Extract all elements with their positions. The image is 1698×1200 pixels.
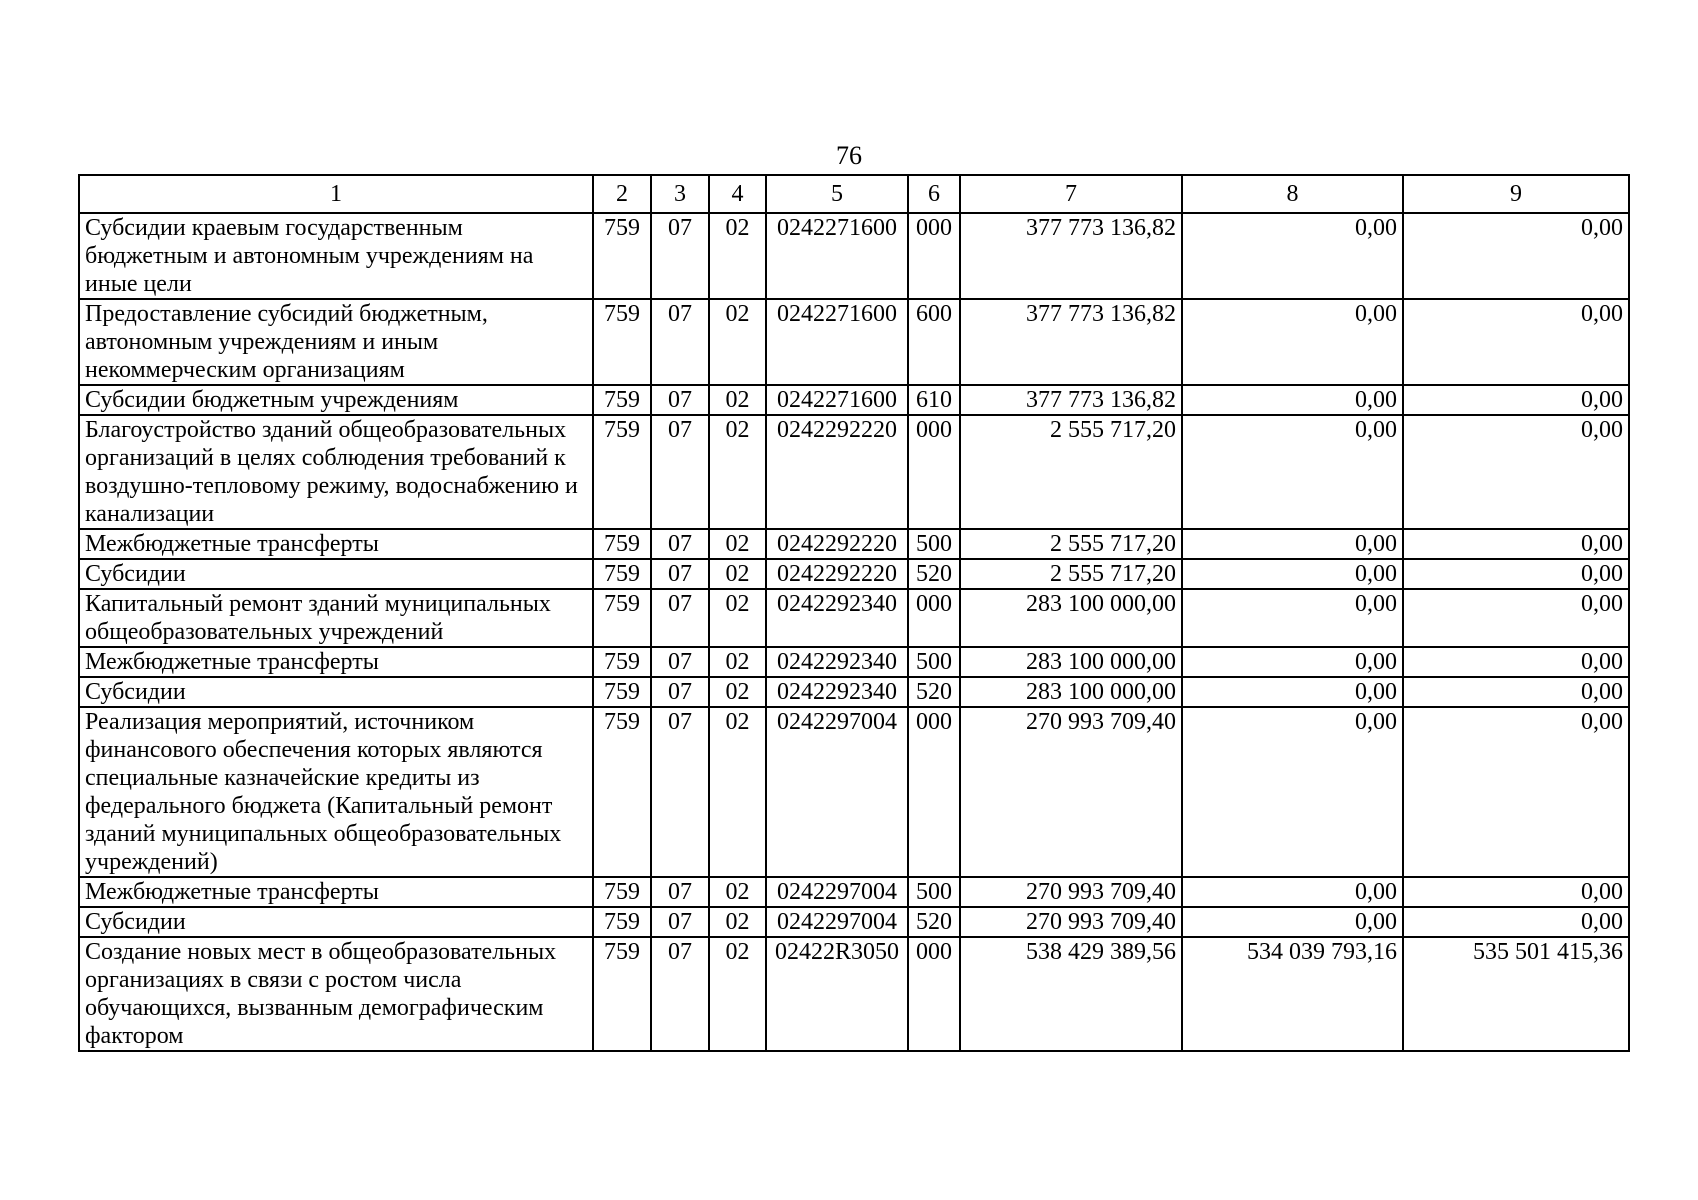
code-cell: 02 (709, 647, 766, 677)
code-cell: 500 (908, 877, 960, 907)
code-cell: 0242297004 (766, 707, 908, 877)
code-cell: 759 (593, 559, 651, 589)
amount-cell: 0,00 (1182, 707, 1403, 877)
code-cell: 07 (651, 299, 709, 385)
code-cell: 07 (651, 385, 709, 415)
code-cell: 02 (709, 415, 766, 529)
code-cell: 759 (593, 677, 651, 707)
code-cell: 07 (651, 907, 709, 937)
table-row (79, 385, 1629, 415)
item-name: Субсидии (79, 907, 593, 937)
code-cell: 02 (709, 937, 766, 1051)
amount-cell: 283 100 000,00 (960, 647, 1182, 677)
code-cell: 07 (651, 937, 709, 1051)
code-cell: 000 (908, 707, 960, 877)
code-cell: 02422R3050 (766, 937, 908, 1051)
amount-cell: 377 773 136,82 (960, 299, 1182, 385)
budget-table (78, 174, 1630, 1052)
column-header: 2 (593, 175, 651, 213)
code-cell: 07 (651, 559, 709, 589)
amount-cell: 0,00 (1403, 677, 1629, 707)
amount-cell: 0,00 (1182, 529, 1403, 559)
amount-cell: 0,00 (1403, 877, 1629, 907)
amount-cell: 0,00 (1403, 907, 1629, 937)
code-cell: 759 (593, 213, 651, 299)
code-cell: 759 (593, 299, 651, 385)
table-row (79, 877, 1629, 907)
code-cell: 520 (908, 677, 960, 707)
code-cell: 0242297004 (766, 907, 908, 937)
code-cell: 000 (908, 415, 960, 529)
amount-cell: 0,00 (1182, 559, 1403, 589)
code-cell: 07 (651, 529, 709, 559)
amount-cell: 2 555 717,20 (960, 415, 1182, 529)
item-name: Реализация мероприятий, источником финансового обеспечения которых являются специальные казначейские кредиты из федерального бюджета (Капитальный ремонт зданий муниципальных общеобразовательных учреждений) (79, 707, 593, 877)
code-cell: 000 (908, 937, 960, 1051)
column-header: 8 (1182, 175, 1403, 213)
code-cell: 0242292340 (766, 677, 908, 707)
column-header: 7 (960, 175, 1182, 213)
code-cell: 759 (593, 707, 651, 877)
code-cell: 520 (908, 907, 960, 937)
code-cell: 0242292220 (766, 415, 908, 529)
table-row (79, 529, 1629, 559)
code-cell: 0242271600 (766, 299, 908, 385)
amount-cell: 283 100 000,00 (960, 677, 1182, 707)
amount-cell: 0,00 (1403, 213, 1629, 299)
item-name: Субсидии бюджетным учреждениям (79, 385, 593, 415)
code-cell: 0242292220 (766, 559, 908, 589)
table-row (79, 299, 1629, 385)
code-cell: 02 (709, 707, 766, 877)
item-name: Благоустройство зданий общеобразовательных организаций в целях соблюдения требований к воздушно-тепловому режиму, водоснабжению и канализации (79, 415, 593, 529)
code-cell: 759 (593, 907, 651, 937)
table-row (79, 677, 1629, 707)
code-cell: 02 (709, 877, 766, 907)
code-cell: 759 (593, 529, 651, 559)
code-cell: 500 (908, 529, 960, 559)
column-header: 9 (1403, 175, 1629, 213)
amount-cell: 2 555 717,20 (960, 559, 1182, 589)
code-cell: 02 (709, 589, 766, 647)
item-name: Капитальный ремонт зданий муниципальных общеобразовательных учреждений (79, 589, 593, 647)
amount-cell: 0,00 (1182, 589, 1403, 647)
item-name: Субсидии краевым государственным бюджетным и автономным учреждениям на иные цели (79, 213, 593, 299)
column-header: 5 (766, 175, 908, 213)
code-cell: 02 (709, 529, 766, 559)
amount-cell: 0,00 (1403, 559, 1629, 589)
column-header: 6 (908, 175, 960, 213)
amount-cell: 270 993 709,40 (960, 877, 1182, 907)
table-row (79, 559, 1629, 589)
table-row (79, 707, 1629, 877)
code-cell: 759 (593, 647, 651, 677)
amount-cell: 283 100 000,00 (960, 589, 1182, 647)
code-cell: 500 (908, 647, 960, 677)
code-cell: 07 (651, 589, 709, 647)
header-row (79, 175, 1629, 213)
code-cell: 02 (709, 559, 766, 589)
code-cell: 759 (593, 385, 651, 415)
amount-cell: 270 993 709,40 (960, 707, 1182, 877)
code-cell: 02 (709, 213, 766, 299)
amount-cell: 0,00 (1182, 647, 1403, 677)
code-cell: 0242292340 (766, 647, 908, 677)
amount-cell: 0,00 (1403, 589, 1629, 647)
amount-cell: 0,00 (1182, 877, 1403, 907)
code-cell: 07 (651, 213, 709, 299)
code-cell: 610 (908, 385, 960, 415)
code-cell: 759 (593, 589, 651, 647)
code-cell: 07 (651, 415, 709, 529)
code-cell: 520 (908, 559, 960, 589)
code-cell: 0242292220 (766, 529, 908, 559)
code-cell: 02 (709, 385, 766, 415)
amount-cell: 377 773 136,82 (960, 213, 1182, 299)
amount-cell: 0,00 (1403, 529, 1629, 559)
item-name: Межбюджетные трансферты (79, 529, 593, 559)
table-row (79, 937, 1629, 1051)
amount-cell: 0,00 (1182, 677, 1403, 707)
amount-cell: 0,00 (1403, 647, 1629, 677)
code-cell: 07 (651, 647, 709, 677)
column-header: 1 (79, 175, 593, 213)
code-cell: 0242271600 (766, 213, 908, 299)
item-name: Субсидии (79, 677, 593, 707)
code-cell: 02 (709, 677, 766, 707)
code-cell: 07 (651, 707, 709, 877)
code-cell: 02 (709, 907, 766, 937)
code-cell: 0242297004 (766, 877, 908, 907)
amount-cell: 0,00 (1182, 907, 1403, 937)
item-name: Предоставление субсидий бюджетным, автономным учреждениям и иным некоммерческим организациям (79, 299, 593, 385)
amount-cell: 0,00 (1182, 385, 1403, 415)
table-row (79, 589, 1629, 647)
item-name: Межбюджетные трансферты (79, 647, 593, 677)
amount-cell: 0,00 (1403, 385, 1629, 415)
code-cell: 0242271600 (766, 385, 908, 415)
amount-cell: 270 993 709,40 (960, 907, 1182, 937)
amount-cell: 535 501 415,36 (1403, 937, 1629, 1051)
amount-cell: 0,00 (1403, 707, 1629, 877)
amount-cell: 2 555 717,20 (960, 529, 1182, 559)
code-cell: 000 (908, 589, 960, 647)
code-cell: 07 (651, 677, 709, 707)
table-row (79, 213, 1629, 299)
amount-cell: 0,00 (1403, 415, 1629, 529)
code-cell: 000 (908, 213, 960, 299)
amount-cell: 0,00 (1182, 415, 1403, 529)
code-cell: 0242292340 (766, 589, 908, 647)
code-cell: 600 (908, 299, 960, 385)
amount-cell: 0,00 (1182, 213, 1403, 299)
code-cell: 07 (651, 877, 709, 907)
code-cell: 759 (593, 937, 651, 1051)
item-name: Создание новых мест в общеобразовательных организациях в связи с ростом числа обучающихся, вызванным демографическим фактором (79, 937, 593, 1051)
amount-cell: 377 773 136,82 (960, 385, 1182, 415)
amount-cell: 538 429 389,56 (960, 937, 1182, 1051)
table-row (79, 415, 1629, 529)
amount-cell: 0,00 (1403, 299, 1629, 385)
item-name: Межбюджетные трансферты (79, 877, 593, 907)
code-cell: 759 (593, 877, 651, 907)
column-header: 4 (709, 175, 766, 213)
code-cell: 02 (709, 299, 766, 385)
column-header: 3 (651, 175, 709, 213)
amount-cell: 0,00 (1182, 299, 1403, 385)
table-row (79, 647, 1629, 677)
page-number: 76 (836, 141, 862, 170)
amount-cell: 534 039 793,16 (1182, 937, 1403, 1051)
code-cell: 759 (593, 415, 651, 529)
item-name: Субсидии (79, 559, 593, 589)
table-row (79, 907, 1629, 937)
